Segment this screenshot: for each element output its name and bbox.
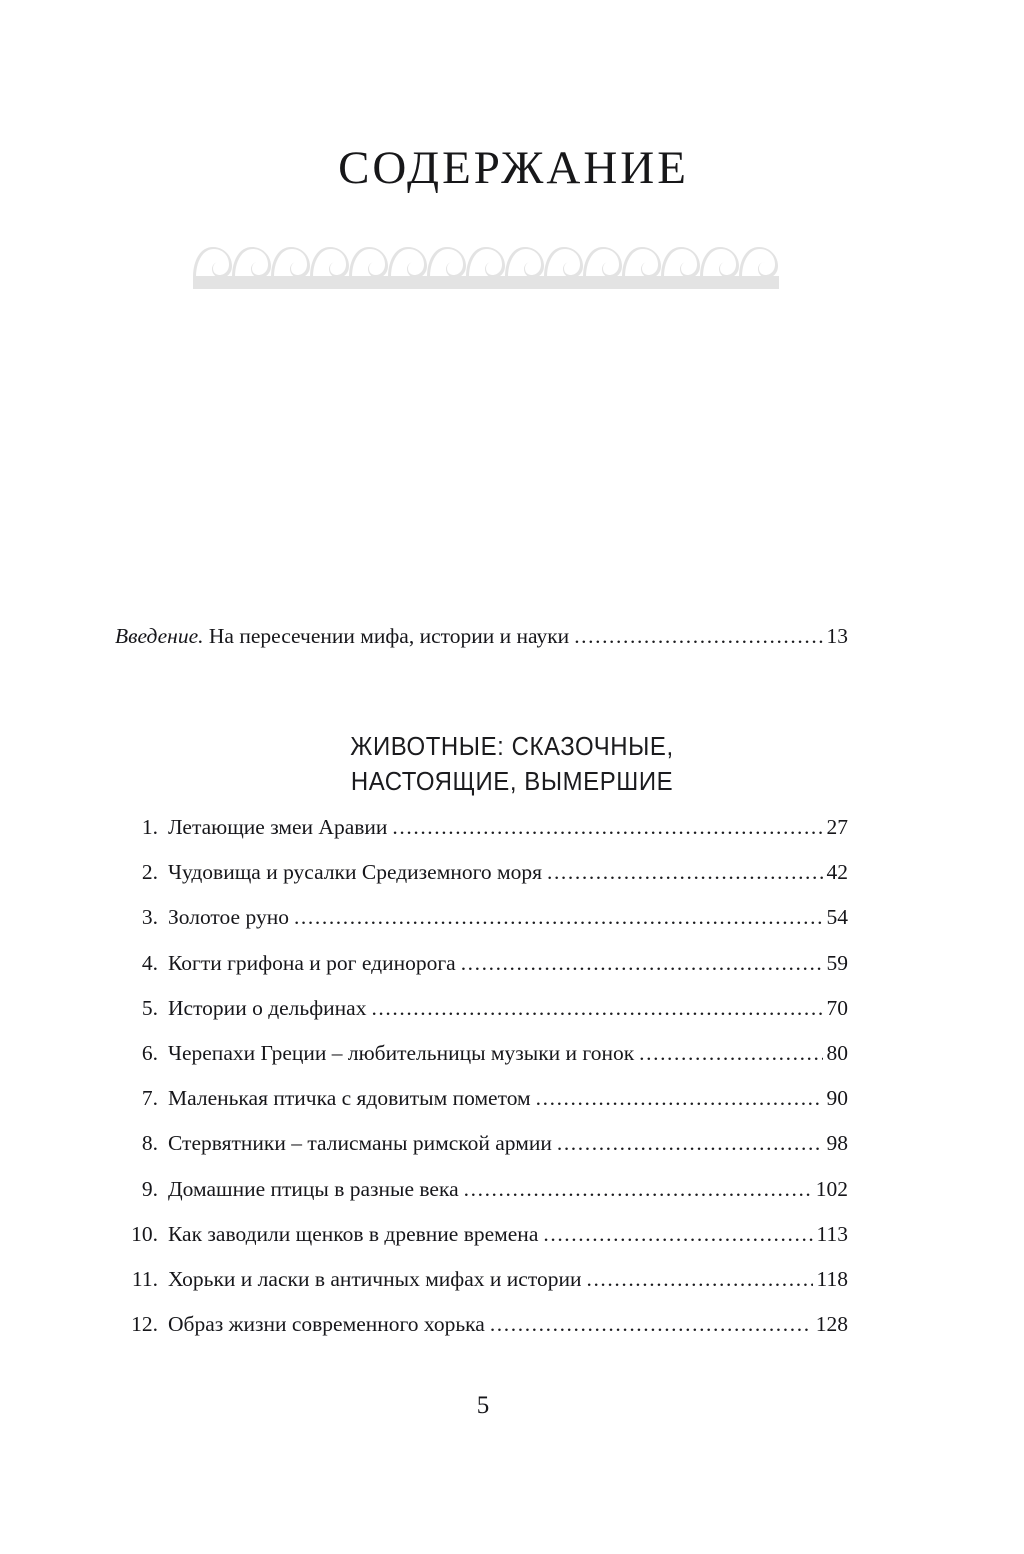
intro-label: [115, 624, 569, 649]
entry-title: Летающие змеи Аравии: [168, 815, 388, 839]
toc-row[interactable]: [115, 1132, 848, 1177]
entry-page-number: 42: [826, 860, 848, 885]
entry-number: 8.: [141, 1131, 158, 1156]
entry-number: 10.: [131, 1221, 158, 1246]
entry-title: Стервятники – талисманы римской армии: [168, 1131, 552, 1156]
entry-page-number: 128: [815, 1312, 848, 1337]
toc-row[interactable]: [115, 861, 848, 906]
entry-page-number: 80: [826, 1040, 848, 1065]
toc-row[interactable]: [115, 1268, 848, 1313]
intro-page-number: 13: [826, 624, 848, 648]
entry-title: Когти грифона и рог единорога: [168, 950, 456, 975]
entry-page-number: 118: [816, 1266, 848, 1291]
entry-page-number: 70: [826, 995, 848, 1020]
dot-leader: [536, 1087, 823, 1111]
toc-row[interactable]: [115, 1178, 848, 1223]
entry-page-number: 102: [815, 1176, 848, 1201]
section-heading: [31, 730, 994, 799]
entry-title: Домашние птицы в разные века: [168, 1176, 459, 1201]
toc-row[interactable]: [115, 997, 848, 1042]
entry-title: Маленькая птичка с ядовитым пометом: [168, 1086, 531, 1111]
section-heading-line-1: ЖИВОТНЫЕ: СКАЗОЧНЫЕ,: [350, 733, 674, 761]
entry-page-number: 27: [826, 815, 848, 839]
section-heading-line-2: НАСТОЯЩИЕ, ВЫМЕРШИЕ: [350, 767, 674, 796]
entry-number: 1.: [141, 815, 158, 839]
entry-page-number: 59: [826, 950, 848, 975]
intro-rest: На пересечении мифа, истории и науки: [203, 624, 570, 648]
dot-leader: [392, 816, 822, 840]
dot-leader: [464, 1178, 812, 1202]
dot-leader: [543, 1223, 812, 1247]
dot-leader: [294, 906, 823, 930]
entry-page-number: 90: [826, 1086, 848, 1111]
entry-number: 5.: [141, 995, 158, 1020]
entry-page-number: 98: [826, 1131, 848, 1156]
dot-leader: [547, 861, 823, 885]
toc-row[interactable]: [115, 816, 848, 861]
entry-page-number: 113: [816, 1221, 848, 1246]
toc-row[interactable]: [115, 952, 848, 997]
entry-number: 2.: [141, 860, 158, 885]
wave-ornament: [193, 243, 779, 289]
toc-row[interactable]: [115, 1223, 848, 1268]
toc-row[interactable]: [115, 906, 848, 951]
entry-page-number: 54: [826, 905, 848, 930]
page-title: СОДЕРЖАНИЕ: [338, 142, 689, 194]
entry-title: Образ жизни современного хорька: [168, 1312, 485, 1337]
entry-title: Чудовища и русалки Средиземного моря: [168, 860, 542, 885]
entry-title: Как заводили щенков в древние времена: [168, 1221, 539, 1246]
dot-leader: [461, 952, 823, 976]
entry-title: Хорьки и ласки в античных мифах и истории: [168, 1266, 582, 1291]
toc-row[interactable]: [115, 1087, 848, 1132]
dot-leader: [371, 997, 822, 1021]
entry-title: Золотое руно: [168, 905, 289, 930]
dot-leader: [574, 624, 822, 649]
entry-number: 11.: [131, 1266, 158, 1291]
dot-leader: [557, 1132, 823, 1156]
entry-title: Черепахи Греции – любительницы музыки и гонок: [168, 1040, 635, 1065]
toc-row[interactable]: [115, 1042, 848, 1087]
toc-entry-introduction[interactable]: [115, 624, 848, 649]
entry-number: 9.: [141, 1176, 158, 1201]
entry-number: 3.: [141, 905, 158, 930]
entry-number: 12.: [131, 1312, 158, 1337]
intro-italic-word: Введение.: [115, 624, 204, 648]
dot-leader: [586, 1268, 812, 1292]
dot-leader: [639, 1042, 822, 1066]
entry-number: 4.: [141, 950, 158, 975]
entry-number: 6.: [141, 1040, 158, 1065]
toc-row[interactable]: [115, 1313, 848, 1358]
page-folio: 5: [476, 1392, 490, 1419]
dot-leader: [490, 1313, 812, 1337]
entry-number: 7.: [141, 1086, 158, 1111]
entry-title: Истории о дельфинах: [168, 995, 367, 1020]
toc-list: [115, 816, 848, 1358]
